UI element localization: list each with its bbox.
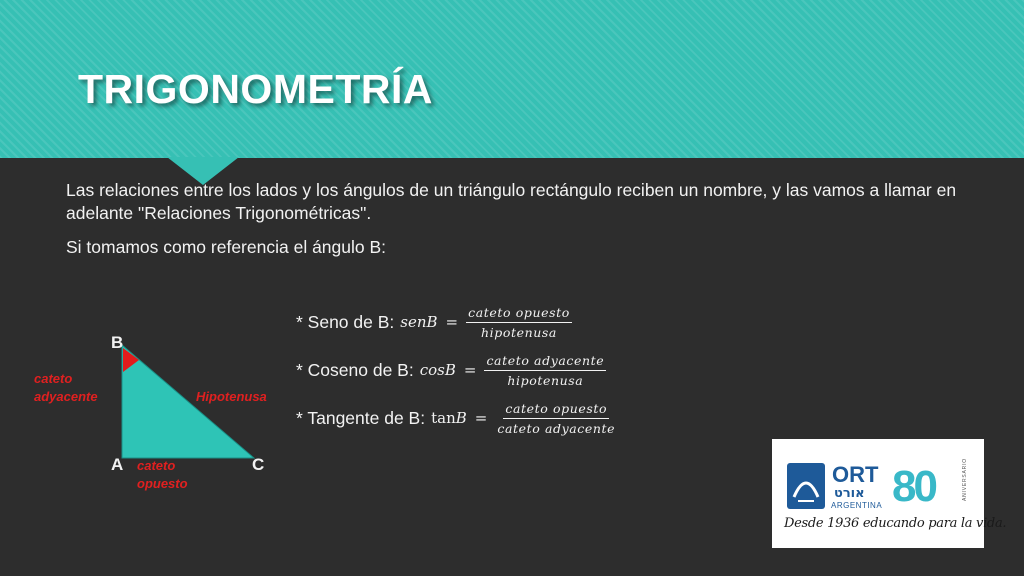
vertex-b-label: B [111,333,124,352]
formula-equals: = [474,409,488,427]
fraction-denominator: hipotenusa [481,324,557,340]
formula-lhs-variable: B [455,409,467,427]
opposite-label-line1: cateto [137,458,176,473]
adjacent-label-line2: adyacente [34,389,98,404]
logo-anniversary-number: 80 [892,462,935,511]
formula-label: * Coseno de B: [296,359,414,380]
formula-lhs: cosB [419,361,456,379]
ort-logo-graphic [772,439,984,548]
opposite-side-label [137,457,188,493]
formula-equals: = [463,361,477,379]
formula-lhs-function: tan [431,409,456,427]
fraction-numerator: cateto opuesto [503,401,609,419]
formula-lhs: senB [400,313,438,331]
adjacent-side-label [34,370,98,406]
intro-paragraph: Las relaciones entre los lados y los ángulos de un triángulo rectángulo reciben un nombre, y las vamos a llamar en adelante "Relaciones Trigonométricas". [66,180,957,223]
opposite-label-line2: opuesto [137,476,188,491]
formula-equals: = [445,313,459,331]
fraction-denominator: cateto adyacente [497,420,616,436]
logo-slogan: Desde 1936 educando para la vida. [784,516,1007,531]
fraction-numerator: cateto opuesto [466,305,572,323]
logo-hebrew-text: אורט [834,486,865,501]
hypotenuse-label: Hipotenusa [196,389,267,404]
logo-country-text: ARGENTINA [831,501,883,510]
logo-brand-text: ORT [832,462,879,487]
slide-title: TRIGONOMETRÍA [78,66,433,112]
adjacent-label-line1: cateto [34,371,73,386]
fraction-denominator: hipotenusa [507,372,584,388]
ort-logo [772,439,1007,548]
formula-label: * Tangente de B: [296,407,426,428]
ort-shield-icon [787,463,825,509]
logo-anniversary-word: ANIVERSARIO [962,458,968,501]
vertex-c-label: C [252,455,265,474]
reference-paragraph: Si tomamos como referencia el ángulo B: [66,237,387,257]
vertex-a-label: A [111,455,124,474]
fraction-numerator: cateto adyacente [484,353,606,371]
formula-label: * Seno de B: [296,311,395,332]
